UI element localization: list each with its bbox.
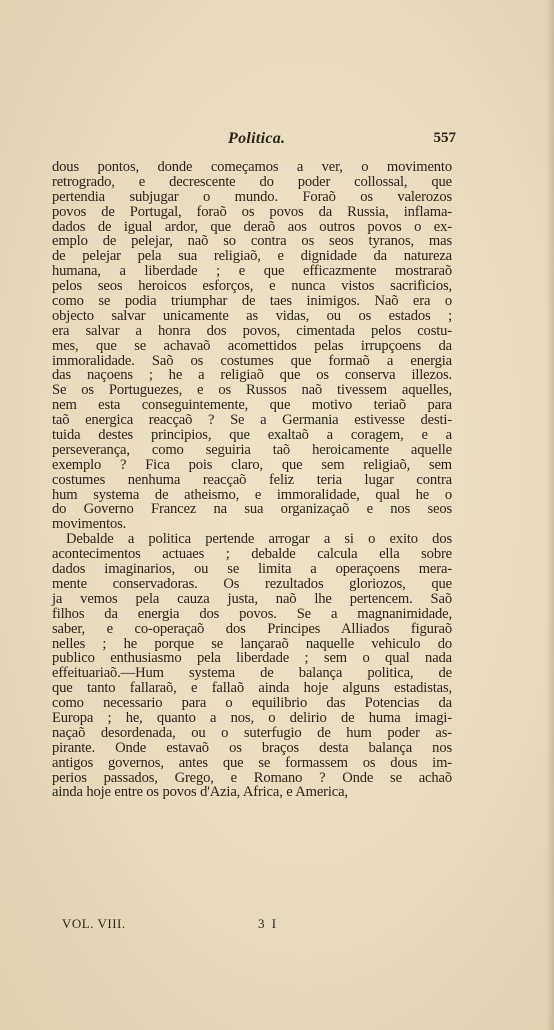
text-line: emplo de pelejar, naõ so contra os seos tyranos, mas: [52, 233, 452, 250]
text-line: povos de Portugal, foraõ os povos da Russia, inflama-: [52, 203, 452, 220]
text-line: perseverança, como seguiria taõ heroicamente aquelle: [52, 441, 452, 458]
text-line: de pelejar pela sua religiaõ, e dignidade da natureza: [52, 248, 452, 265]
text-line: movimentos.: [52, 516, 127, 533]
running-title: Politica.: [228, 130, 286, 147]
text-line: dous pontos, donde começamos a ver, o movimento: [52, 159, 452, 175]
text-line: das naçoens ; he a religiaõ que os conserva illezos.: [52, 367, 452, 384]
volume-label: VOL. VIII.: [62, 916, 126, 931]
text-line: nelles ; he porque se lançaraõ naquelle vehiculo do: [52, 635, 452, 652]
text-line: taõ energica reacçaõ ? Se a Germania estivesse desti-: [52, 412, 452, 429]
text-line: hum systema de atheismo, e immoralidade, qual he o: [52, 486, 452, 503]
page-number: 557: [433, 130, 456, 146]
text-line: antigos governos, antes que se formassem os dous im-: [52, 754, 452, 771]
text-line: tuida destes principios, que exaltaõ a coragem, e a: [52, 427, 452, 444]
text-line: pertendia subjugar o mundo. Foraõ os valerozos: [52, 188, 452, 205]
page-edge-shadow: [546, 0, 554, 1030]
text-line: publico enthusiasmo pela liberdade ; sem o qual nada: [52, 650, 452, 667]
text-line: saber, e co-operaçaõ dos Principes Alliados figuraõ: [52, 620, 452, 637]
page-footer: [62, 916, 442, 934]
text-line: retrogrado, e decrescente do poder collossal, que: [52, 173, 452, 190]
text-line: Se os Portuguezes, e os Russos naõ tivessem aquelles,: [52, 382, 452, 399]
signature-mark: 3 I: [258, 916, 279, 931]
text-line: como se podia triumphar de taes inimigos. Naõ era o: [52, 293, 452, 310]
text-line: exemplo ? Fica pois claro, que sem religiaõ, sem: [52, 456, 452, 473]
page-header: [48, 130, 456, 156]
text-line: mente conservadoras. Os rezultados gloriozos, que: [52, 575, 452, 592]
text-line: ainda hoje entre os povos d'Azia, Africa, e America,: [52, 784, 348, 801]
text-line: Europa ; he, quanto a nos, o delirio de huma imagi-: [52, 709, 452, 726]
text-line: pelos seos heroicos esforços, e nunca vistos sacrificios,: [52, 278, 452, 295]
text-line: objecto salvar unicamente as vidas, ou os estados ;: [52, 307, 452, 324]
body-text: [52, 160, 452, 800]
text-line: como necessario para o equilibrio das Potencias da: [52, 695, 452, 712]
text-line: dados de igual ardor, que deraõ aos outros povos o ex-: [52, 218, 452, 235]
text-line: era salvar a honra dos povos, cimentada pelos costu-: [52, 322, 452, 339]
text-line: ja vemos pela cauza justa, naõ lhe pertencem. Saõ: [52, 590, 452, 607]
text-line: mes, que se achavaõ acomettidos pelas irrupçoens da: [52, 337, 452, 354]
text-line: naçaõ desordenada, ou o suterfugio de hum poder as-: [52, 724, 452, 741]
text-line: dados imaginarios, ou se limita a operaçoens mera-: [52, 561, 452, 578]
text-line: pirante. Onde estavaõ os braços desta balança nos: [52, 739, 452, 756]
text-line: do Governo Francez na sua organizaçaõ e nos seos: [52, 501, 452, 518]
text-line: humana, a liberdade ; e que efficazmente mostraraõ: [52, 263, 452, 280]
text-line: perios passados, Grego, e Romano ? Onde se achaõ: [52, 769, 452, 786]
text-line: immoralidade. Saõ os costumes que formaõ a energia: [52, 352, 452, 369]
text-line: costumes nenhuma reacçaõ feliz teria lugar contra: [52, 471, 452, 488]
text-line: Debalde a politica pertende arrogar a si o exito dos: [66, 531, 452, 548]
text-line: que tanto fallaraõ, e fallaõ ainda hoje alguns estadistas,: [52, 680, 452, 697]
text-line: acontecimentos actuaes ; debalde calcula ella sobre: [52, 546, 452, 563]
text-line: filhos da energia dos povos. Se a magnanimidade,: [52, 605, 452, 622]
text-line: nem esta conseguintemente, que motivo teriaõ para: [52, 397, 452, 414]
text-line: effeituariaõ.—Hum systema de balança politica, de: [52, 665, 452, 682]
